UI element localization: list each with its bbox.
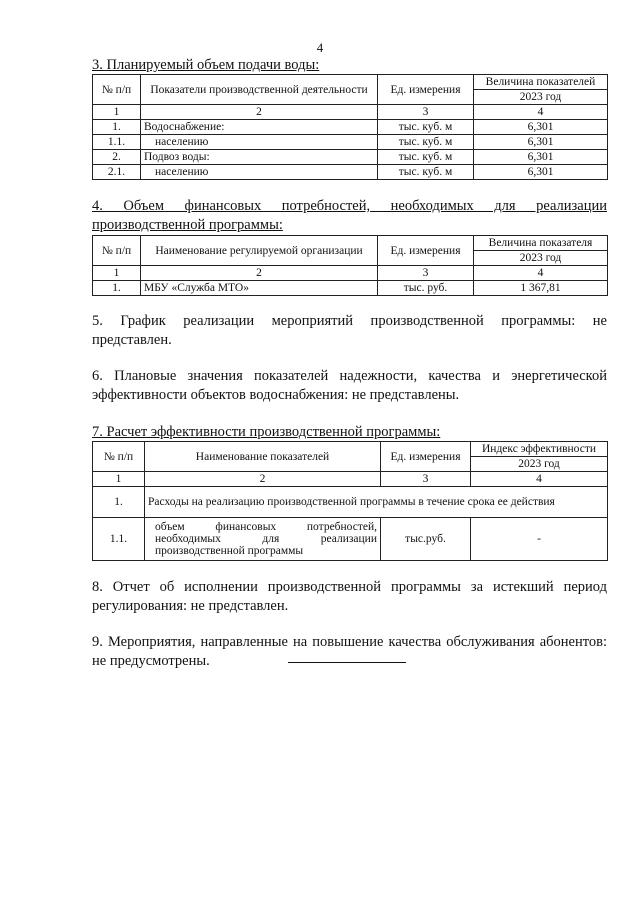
table-index-row (93, 472, 608, 487)
table-row (93, 518, 608, 561)
section-6-text: 6. Плановые значения показателей надежности, качества и энергетической эффективности объектов водоснабжения: не представлены. (92, 368, 607, 403)
index-cell: 1 (93, 266, 141, 281)
table-header-row (93, 442, 608, 457)
row-name: Водоснабжение: (141, 120, 378, 135)
row-value: 6,301 (474, 120, 608, 135)
water-supply-table (92, 74, 608, 180)
row-unit: тыс. руб. (378, 281, 474, 296)
table-row (93, 135, 608, 150)
header-name: Наименование показателей (145, 442, 381, 472)
row-name: населению (141, 135, 378, 150)
index-cell: 2 (141, 266, 378, 281)
row-num: 1.1. (93, 518, 145, 561)
row-num: 1. (93, 281, 141, 296)
index-cell: 3 (381, 472, 471, 487)
row-text: Расходы на реализацию производственной программы в течение срока ее действия (145, 487, 608, 518)
section-8-text: 8. Отчет об исполнении производственной программы за истекший период регулирования: не представлен. (92, 579, 607, 614)
row-num: 1. (93, 487, 145, 518)
efficiency-table (92, 441, 608, 561)
table-row (93, 487, 608, 518)
header-year: 2023 год (474, 90, 608, 105)
row-unit: тыс. куб. м (378, 120, 474, 135)
index-cell: 4 (471, 472, 608, 487)
index-cell: 4 (474, 266, 608, 281)
financial-needs-table (92, 235, 608, 296)
header-unit: Ед. измерения (381, 442, 471, 472)
header-value: Величина показателя (474, 236, 608, 251)
row-value: 6,301 (474, 150, 608, 165)
index-cell: 1 (93, 472, 145, 487)
section-9-text: 9. Мероприятия, направленные на повышение качества обслуживания абонентов: не предусмотрены. (92, 634, 607, 669)
table-header-row (93, 236, 608, 251)
row-num: 2.1. (93, 165, 141, 180)
section-3-title: 3. Планируемый объем подачи воды: (92, 57, 320, 73)
section-7-title: 7. Расчет эффективности производственной программы: (92, 424, 441, 440)
header-name: Показатели производственной деятельности (141, 75, 378, 105)
row-num: 1. (93, 120, 141, 135)
index-cell: 1 (93, 105, 141, 120)
section-4-title: 4. Объем финансовых потребностей, необходимых для реализации производственной программы: (92, 198, 607, 233)
header-unit: Ед. измерения (378, 236, 474, 266)
table-header-row (93, 75, 608, 90)
table-index-row (93, 266, 608, 281)
index-cell: 2 (141, 105, 378, 120)
index-cell: 2 (145, 472, 381, 487)
row-name: МБУ «Служба МТО» (141, 281, 378, 296)
row-value: 1 367,81 (474, 281, 608, 296)
row-num: 2. (93, 150, 141, 165)
header-num: № п/п (93, 236, 141, 266)
closing-divider (288, 662, 406, 663)
row-value: 6,301 (474, 135, 608, 150)
header-value: Величина показателей (474, 75, 608, 90)
row-name: объем финансовых потребностей, необходимых для реализации производственной программы (145, 518, 381, 561)
table-row (93, 165, 608, 180)
header-year: 2023 год (474, 251, 608, 266)
header-num: № п/п (93, 442, 145, 472)
header-value: Индекс эффективности (471, 442, 608, 457)
index-cell: 4 (474, 105, 608, 120)
header-name: Наименование регулируемой организации (141, 236, 378, 266)
row-unit: тыс. куб. м (378, 150, 474, 165)
table-index-row (93, 105, 608, 120)
document-body (92, 56, 607, 671)
row-value: - (471, 518, 608, 561)
row-unit: тыс. куб. м (378, 135, 474, 150)
header-year: 2023 год (471, 457, 608, 472)
row-unit: тыс.руб. (381, 518, 471, 561)
header-unit: Ед. измерения (378, 75, 474, 105)
header-num: № п/п (93, 75, 141, 105)
table-row (93, 150, 608, 165)
row-num: 1.1. (93, 135, 141, 150)
index-cell: 3 (378, 105, 474, 120)
page-number: 4 (316, 40, 324, 55)
row-name: населению (141, 165, 378, 180)
table-row (93, 281, 608, 296)
section-5-text: 5. График реализации мероприятий производственной программы: не представлен. (92, 313, 607, 348)
table-row (93, 120, 608, 135)
row-value: 6,301 (474, 165, 608, 180)
row-name: Подвоз воды: (141, 150, 378, 165)
row-unit: тыс. куб. м (378, 165, 474, 180)
index-cell: 3 (378, 266, 474, 281)
